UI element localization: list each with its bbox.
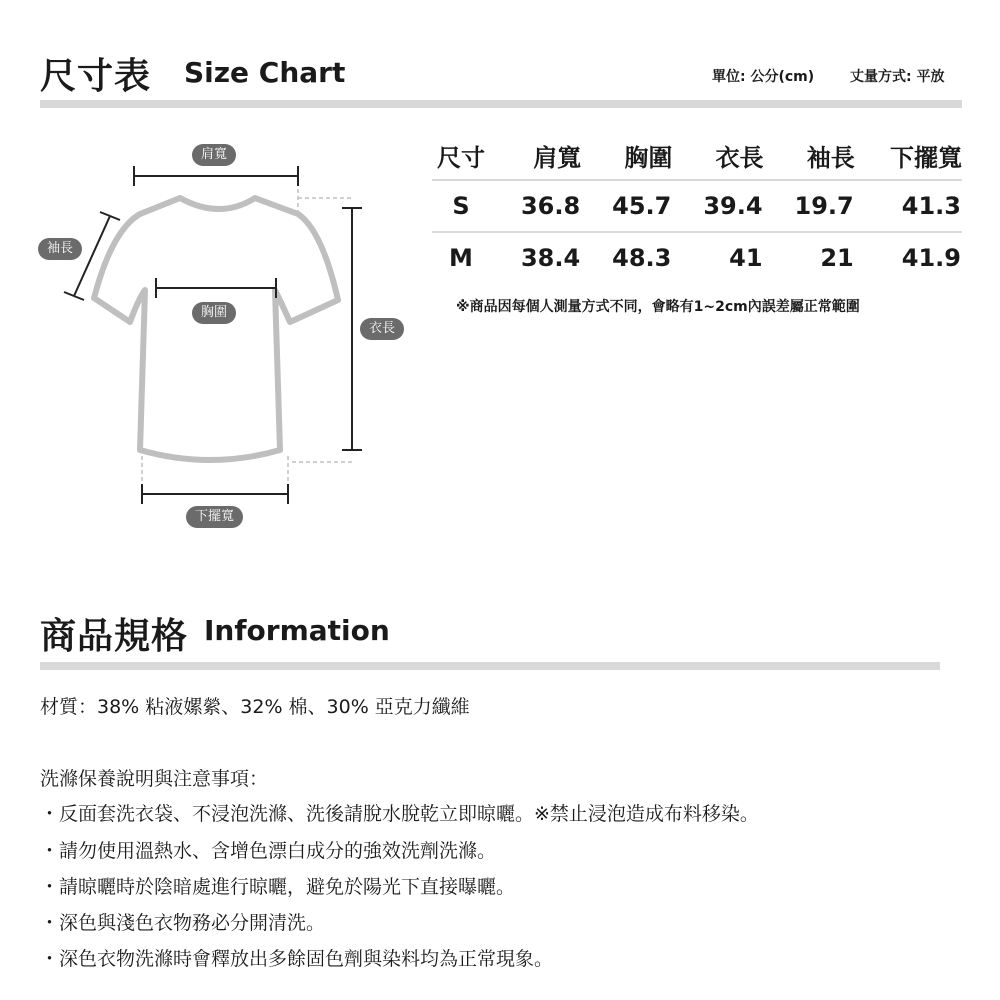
table-cell: 39.4	[672, 180, 763, 232]
material-text: 材質：38% 粘液嫘縈、32% 棉、30% 亞克力纖維	[40, 696, 470, 718]
table-cell: 36.8	[490, 180, 581, 232]
tshirt-outline	[94, 198, 338, 460]
header-chest: 胸圍	[624, 144, 673, 172]
section-divider	[40, 662, 940, 670]
header-length: 衣長	[715, 144, 764, 172]
size-table-header	[432, 138, 962, 180]
table-cell: 38.4	[490, 232, 581, 283]
care-item: ・請勿使用溫熱水、含增色漂白成分的強效洗劑洗滌。	[40, 840, 497, 862]
size-table	[432, 138, 962, 283]
care-item: ・深色衣物洗滌時會釋放出多餘固色劑與染料均為正常現象。	[40, 948, 554, 970]
length-label: 衣長	[360, 318, 404, 340]
table-row	[432, 232, 962, 283]
hem-label: 下擺寬	[186, 506, 243, 528]
information-title: 商品規格	[40, 616, 189, 657]
header-shoulder: 肩寬	[533, 144, 582, 172]
care-item: ・反面套洗衣袋、不浸泡洗滌、洗後請脫水脫乾立即晾曬。※禁止浸泡造成布料移染。	[40, 803, 759, 825]
table-row	[432, 180, 962, 232]
shoulder-label: 肩寬	[192, 144, 236, 166]
care-title: 洗滌保養說明與注意事項：	[40, 768, 269, 790]
information-title-en: Information	[204, 614, 390, 647]
header-hem: 下擺寬	[890, 144, 962, 172]
chest-label: 胸圍	[192, 302, 236, 324]
care-item: ・深色與淺色衣物務必分開清洗。	[40, 912, 326, 934]
size-chart-title-en: Size Chart	[184, 56, 346, 89]
table-cell: 19.7	[764, 180, 855, 232]
table-cell: 41.3	[855, 180, 962, 232]
table-cell: 45.7	[581, 180, 672, 232]
measurement-note: ※商品因每個人測量方式不同，會略有1~2cm內誤差屬正常範圍	[456, 299, 860, 315]
section-divider	[40, 100, 962, 108]
care-item: ・請晾曬時於陰暗處進行晾曬，避免於陽光下直接曝曬。	[40, 876, 516, 898]
table-cell: 21	[764, 232, 855, 283]
unit-label: 單位: 公分(cm)	[712, 69, 815, 85]
table-cell: 41.9	[855, 232, 962, 283]
table-cell: S	[432, 180, 490, 232]
tshirt-diagram	[30, 140, 430, 540]
header-sleeve: 袖長	[806, 144, 855, 172]
sleeve-label: 袖長	[38, 238, 82, 260]
header-size: 尺寸	[437, 144, 485, 172]
measure-method-label: 丈量方式: 平放	[850, 69, 945, 85]
table-cell: 41	[672, 232, 763, 283]
size-chart-title: 尺寸表	[40, 56, 152, 97]
table-cell: 48.3	[581, 232, 672, 283]
table-cell: M	[432, 232, 490, 283]
